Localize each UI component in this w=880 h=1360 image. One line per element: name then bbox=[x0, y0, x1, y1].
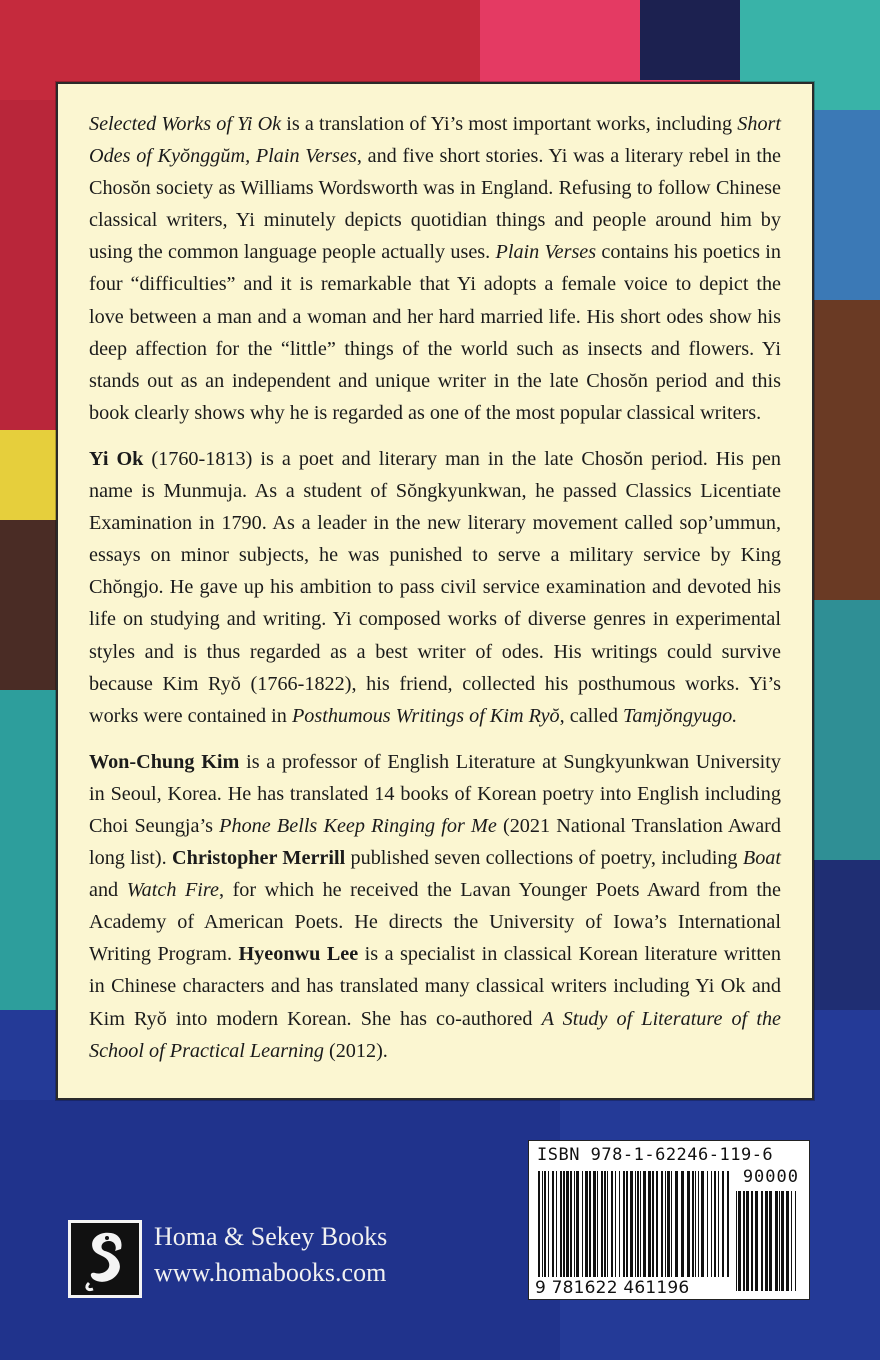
isbn-label: ISBN 978-1-62246-119-6 bbox=[537, 1145, 774, 1165]
work-title: Posthumous Writings of Kim Ryŏ bbox=[291, 704, 560, 727]
bio-text: (2012). bbox=[323, 1039, 388, 1062]
bio-text: (2021 National Translation Award long list). bbox=[89, 814, 781, 870]
description-text: , and five short stories. Yi was a literary rebel in the Chosŏn society as Williams Wordsworth was in England. Refusing to follow Chinese classical writers, Yi minutely depicts quotidian things and people around him by using the common language people actually uses. bbox=[89, 145, 781, 264]
description-text: is a translation of Yi’s most important works, including bbox=[281, 113, 738, 135]
author-name: Yi Ok bbox=[89, 447, 144, 470]
publisher-url[interactable]: www.homabooks.com bbox=[154, 1258, 387, 1287]
work-title: A Study of Literature of the School of Practical Learning bbox=[89, 1007, 782, 1062]
book-title: Selected Works of Yi Ok bbox=[89, 113, 282, 135]
work-title: Watch Fire bbox=[126, 879, 219, 902]
translators-bio-paragraph bbox=[89, 746, 781, 1067]
brown-right-strip bbox=[814, 300, 880, 600]
book-description-paragraph bbox=[89, 108, 781, 429]
teal-right-lower-strip bbox=[814, 600, 880, 860]
work-title: Boat bbox=[742, 847, 781, 870]
description-panel bbox=[56, 82, 814, 1100]
description-text: contains his poetics in four “difficulties” and it is remarkable that Yi adopts a female voice to depict the love between a man and a woman and her hard married life. His short odes show his deep affection for the “little” things of the world such as insects and flowers. Yi stands out as an independent and unique writer in the late Chosŏn period and this book clearly shows why he is regarded as one of the most popular classical writers. bbox=[89, 241, 782, 424]
teal-right-strip bbox=[814, 110, 880, 300]
bio-text: , called bbox=[559, 704, 623, 727]
bio-text: (1760-1813) is a poet and literary man in the late Chosŏn period. His pen name is Munmuja. As a student of Sŏngkyunkwan, he passed Classics Licentiate Examination in 1790. As a leader in the new literary movement called sop’ummun, essays on minor subjects, he was punished to serve a military service by King Chŏngjo. He gave up his ambition to pass civil service examination and devoted his life on studying and writing. Yi composed works of diverse genres in experimental styles and is thus regarded as a best writer of odes. His writings could survive because Kim Ryŏ (1766-1822), his friend, collected his posthumous works. Yi’s works were contained in bbox=[89, 447, 781, 727]
bio-text: and bbox=[89, 879, 127, 902]
bio-text: , for which he received the Lavan Younger Poets Award from the Academy of American Poets. He directs the University of Iowa’s International Writing Program. bbox=[89, 879, 781, 966]
ean-barcode-bars bbox=[537, 1171, 733, 1277]
work-title: Tamjŏngyugo. bbox=[622, 704, 738, 727]
work-title: Plain Verses bbox=[495, 241, 597, 264]
translator-name: Hyeonwu Lee bbox=[238, 943, 359, 966]
bio-text: is a specialist in classical Korean literature written in Chinese characters and has translated many classical writers including Yi Ok and Kim Ryŏ into modern Korean. She has co-authored bbox=[89, 943, 781, 1030]
yellow-left-strip bbox=[0, 430, 56, 520]
work-titles: Short Odes of Kyŏnggŭm, Plain Verses bbox=[89, 113, 781, 168]
publisher-name: Homa & Sekey Books bbox=[154, 1222, 388, 1251]
addon-barcode-bars bbox=[735, 1191, 801, 1291]
publisher-block bbox=[68, 1220, 508, 1300]
ean-digits: 9 781622 461196 bbox=[535, 1278, 690, 1298]
author-bio-paragraph bbox=[89, 443, 781, 732]
teal-left-strip bbox=[0, 690, 56, 1010]
bio-text: is a professor of English Literature at Sungkyunkwan University in Seoul, Korea. He has translated 14 books of Korean poetry into English including Choi Seungja’s bbox=[89, 750, 781, 837]
red-left-strip bbox=[0, 100, 56, 430]
translator-name: Won-Chung Kim bbox=[89, 750, 240, 773]
work-title: Phone Bells Keep Ringing for Me bbox=[219, 814, 497, 837]
bio-text: published seven collections of poetry, including bbox=[345, 847, 743, 870]
seahorse-dragon-logo-icon bbox=[68, 1220, 142, 1298]
price-addon-digits: 90000 bbox=[742, 1167, 799, 1187]
translator-name: Christopher Merrill bbox=[172, 847, 346, 870]
isbn-barcode bbox=[528, 1140, 810, 1300]
brown-left-strip bbox=[0, 520, 56, 690]
